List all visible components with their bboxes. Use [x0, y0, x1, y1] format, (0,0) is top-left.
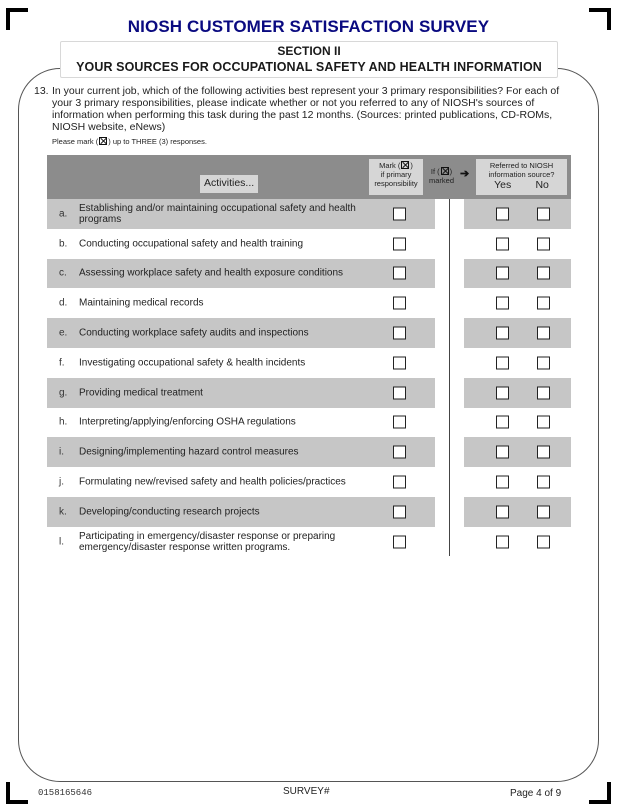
row-label: Interpreting/applying/enforcing OSHA regulations: [79, 416, 296, 428]
referred-no-checkbox[interactable]: [537, 476, 550, 489]
referred-line1: Referred to NIOSH: [489, 161, 554, 170]
row-label: Investigating occupational safety & health incidents: [79, 357, 306, 369]
table-row: [47, 229, 571, 259]
mark-prefix: Mark (: [379, 161, 401, 170]
referred-yes-checkbox[interactable]: [496, 505, 509, 518]
row-letter: k.: [59, 506, 67, 518]
table-row: [47, 378, 571, 408]
mark-line3: responsibility: [374, 179, 418, 188]
referred-yes-checkbox[interactable]: [496, 327, 509, 340]
primary-responsibility-checkbox[interactable]: [393, 386, 406, 399]
row-label: Providing medical treatment: [79, 387, 203, 399]
if-line2: marked: [429, 176, 455, 185]
arrow-right-icon: ➔: [460, 168, 470, 180]
section-label: SECTION II: [277, 44, 341, 58]
referred-yes-checkbox[interactable]: [496, 535, 509, 548]
page-indicator: Page 4 of 9: [510, 788, 562, 799]
table-row: [47, 348, 571, 378]
column-header-primary-responsibility: [369, 159, 423, 195]
row-letter: j.: [59, 476, 64, 488]
form-id: 0158165646: [38, 788, 93, 798]
instruction-prefix: Please mark (: [52, 137, 99, 146]
referred-yes-checkbox[interactable]: [496, 446, 509, 459]
row-label: Conducting occupational safety and health training: [79, 238, 304, 250]
question-text: In your current job, which of the following activities best represent your 3 primary responsibilities? For each of your 3 primary responsibilities, please indicate whether or not you referred to any of NIOSH's sources of information when performing this task during the past 12 months. (Sources: printed publications, CD-ROMs, NIOSH website, eNews): [52, 85, 560, 133]
question-instruction: [52, 137, 207, 146]
row-label: Participating in emergency/disaster response or preparing emergency/disaster response written programs.: [79, 530, 336, 553]
table-row: [47, 408, 571, 438]
table-row: [47, 288, 571, 318]
referred-no-checkbox[interactable]: [537, 446, 550, 459]
row-label: Formulating new/revised safety and health policies/practices: [79, 476, 346, 488]
column-header-no: No: [535, 179, 549, 191]
row-label: Designing/implementing hazard control measures: [79, 446, 299, 458]
referred-no-checkbox[interactable]: [537, 207, 550, 220]
survey-title: NIOSH CUSTOMER SATISFACTION SURVEY: [127, 17, 490, 36]
instruction-suffix: ) up to THREE (3) responses.: [108, 137, 207, 146]
table-header: [47, 155, 571, 199]
referred-no-checkbox[interactable]: [537, 297, 550, 310]
referred-no-checkbox[interactable]: [537, 416, 550, 429]
primary-responsibility-checkbox[interactable]: [393, 535, 406, 548]
table-row: [47, 318, 571, 348]
row-letter: d.: [59, 297, 68, 309]
primary-responsibility-checkbox[interactable]: [393, 505, 406, 518]
primary-responsibility-checkbox[interactable]: [393, 446, 406, 459]
row-label: Conducting workplace safety audits and inspections: [79, 327, 309, 339]
column-divider: [449, 199, 450, 556]
referred-yes-checkbox[interactable]: [496, 267, 509, 280]
row-label: Maintaining medical records: [79, 297, 204, 309]
row-letter: f.: [59, 357, 65, 369]
question-number: 13.: [34, 85, 49, 97]
row-letter: i.: [59, 446, 64, 458]
referred-yes-checkbox[interactable]: [496, 237, 509, 250]
referred-no-checkbox[interactable]: [537, 505, 550, 518]
table-row: [47, 497, 571, 527]
row-letter: c.: [59, 267, 67, 279]
table-row: [47, 437, 571, 467]
referred-no-checkbox[interactable]: [537, 237, 550, 250]
referred-no-checkbox[interactable]: [537, 267, 550, 280]
row-label: Assessing workplace safety and health exposure conditions: [79, 267, 344, 279]
checked-box-icon: [99, 137, 107, 145]
column-header-yes: Yes: [494, 179, 512, 191]
section-header: [60, 41, 558, 78]
column-header-activities: Activities...: [200, 175, 258, 193]
table-row: [47, 467, 571, 497]
primary-responsibility-checkbox[interactable]: [393, 476, 406, 489]
primary-responsibility-checkbox[interactable]: [393, 237, 406, 250]
primary-responsibility-checkbox[interactable]: [393, 297, 406, 310]
question-13: [34, 85, 579, 133]
primary-responsibility-checkbox[interactable]: [393, 207, 406, 220]
primary-responsibility-checkbox[interactable]: [393, 267, 406, 280]
referred-yes-checkbox[interactable]: [496, 297, 509, 310]
primary-responsibility-checkbox[interactable]: [393, 327, 406, 340]
row-letter: a.: [59, 208, 68, 220]
checked-box-icon: [441, 167, 449, 175]
row-letter: l.: [59, 536, 64, 548]
table-row: [47, 199, 571, 229]
table-row: [47, 259, 571, 289]
row-letter: g.: [59, 387, 68, 399]
primary-responsibility-checkbox[interactable]: [393, 356, 406, 369]
row-letter: h.: [59, 416, 68, 428]
mark-suffix: ): [410, 161, 413, 170]
referred-line2: information source?: [488, 170, 555, 179]
referred-yes-checkbox[interactable]: [496, 386, 509, 399]
section-title: YOUR SOURCES FOR OCCUPATIONAL SAFETY AND HEALTH INFORMATION: [76, 60, 542, 74]
mark-line2: if primary: [380, 170, 412, 179]
registration-mark-bottom-left: [6, 782, 28, 804]
referred-no-checkbox[interactable]: [537, 386, 550, 399]
registration-mark-bottom-right: [589, 782, 611, 804]
referred-yes-checkbox[interactable]: [496, 207, 509, 220]
referred-yes-checkbox[interactable]: [496, 416, 509, 429]
row-letter: b.: [59, 238, 68, 250]
referred-no-checkbox[interactable]: [537, 356, 550, 369]
referred-no-checkbox[interactable]: [537, 535, 550, 548]
column-header-referred-niosh: [476, 159, 567, 195]
table-row: [47, 527, 571, 557]
survey-number-label: SURVEY#: [283, 786, 330, 797]
checked-box-icon: [401, 161, 409, 169]
if-prefix: If (: [430, 167, 440, 176]
referred-yes-checkbox[interactable]: [496, 476, 509, 489]
referred-yes-checkbox[interactable]: [496, 356, 509, 369]
if-marked-note: [429, 167, 454, 185]
row-letter: e.: [59, 327, 68, 339]
if-suffix: ): [449, 167, 453, 176]
referred-no-checkbox[interactable]: [537, 327, 550, 340]
activities-table: [47, 199, 571, 557]
row-label: Establishing and/or maintaining occupational safety and health programs: [79, 202, 356, 225]
row-label: Developing/conducting research projects: [79, 506, 260, 518]
primary-responsibility-checkbox[interactable]: [393, 416, 406, 429]
